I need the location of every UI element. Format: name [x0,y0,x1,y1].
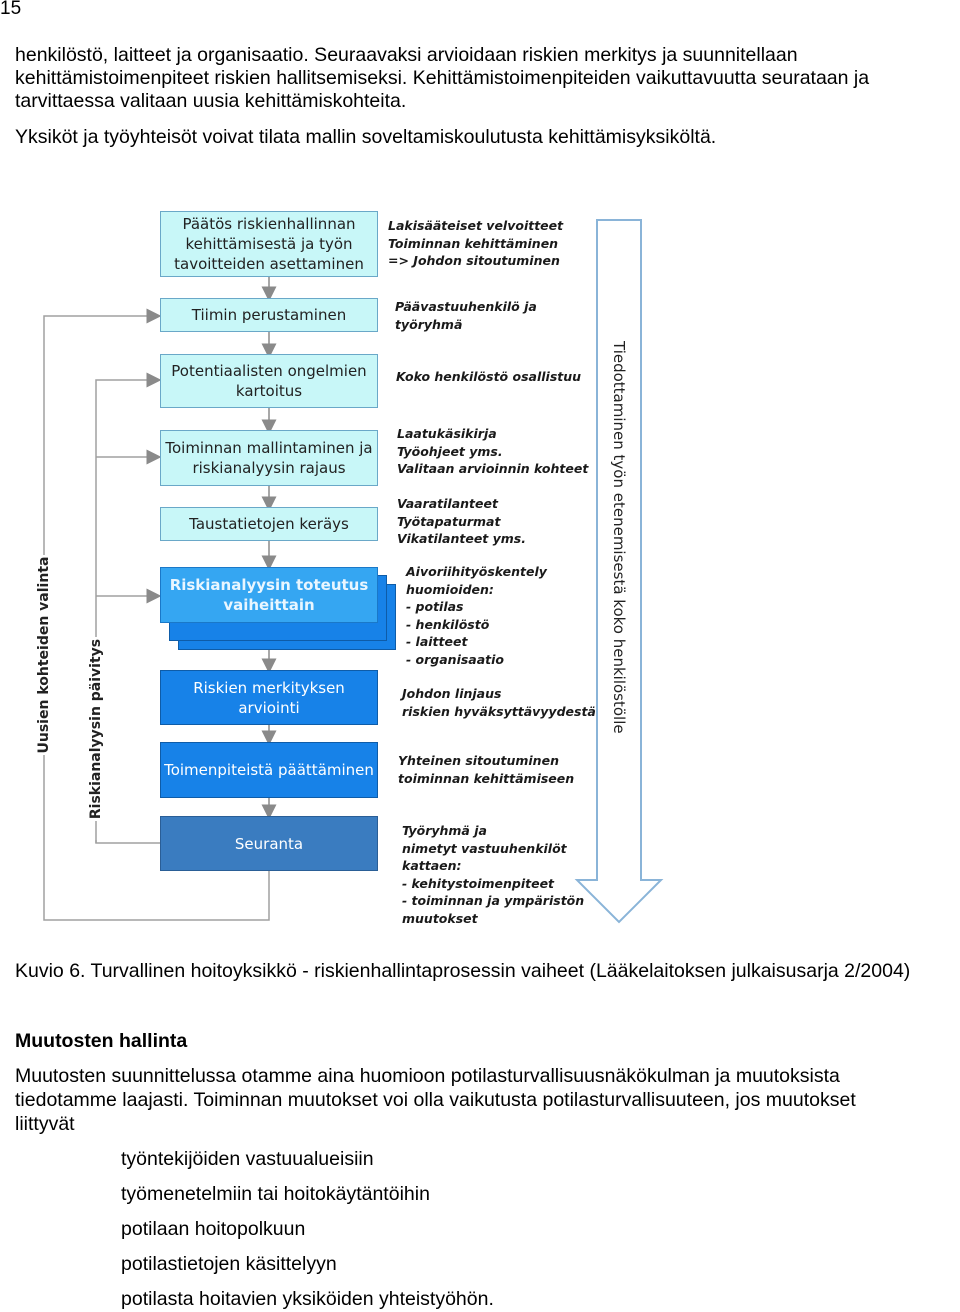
section-line-2: tiedotamme laajasti. Toiminnan muutokset voi olla vaikutusta potilasturvallisuuteen, jos muutokset [15,1089,856,1111]
step-follow-up: Seuranta [160,816,378,871]
step-decision-line-3: tavoitteiden asettaminen [174,255,364,273]
label-new-targets: Uusien kohteiden valinta [36,556,52,754]
step-analysis-line-2: vaiheittain [223,596,315,614]
intro-line-3: tarvittaessa valitaan uusia kehittämiskohteita. [15,90,407,112]
intro-line-1: henkilöstö, laitteet ja organisaatio. Seuraavaksi arvioidaan riskien merkitys ja suunnitellaan [15,44,798,66]
step-analysis-line-1: Riskianalyysin toteutus [169,576,369,594]
list-item: potilasta hoitavien yksiköiden yhteistyöhön. [121,1288,494,1310]
note-all-staff: Koko henkilöstö osallistuu [396,369,582,384]
note-management: Johdon linjaus riskien hyväksyttävyydestä [402,686,596,719]
step-decisions: Toimenpiteistä päättäminen [160,742,378,798]
step-problems [160,354,378,408]
step-assessment: Riskien merkityksen arviointi [160,670,378,725]
note-obligations: Lakisääteiset velvoitteet Toiminnan kehittäminen => Johdon sitoutuminen [388,218,564,268]
step-modelling-line-1: Toiminnan mallintaminen ja [165,439,373,457]
note-incidents: Vaaratilanteet Työtapaturmat Vikatilanteet yms. [397,496,526,546]
section-line-1: Muutosten suunnittelussa otamme aina huomioon potilasturvallisuusnäkökulman ja muutoksista [15,1065,840,1087]
note-working-group: Työryhmä ja nimetyt vastuuhenkilöt kattaen: - kehitystoimenpiteet - toiminnan ja ympäristön muutokset [402,823,585,926]
list-item: potilaan hoitopolkuun [121,1218,306,1240]
section-line-3: liittyvät [15,1113,75,1135]
note-responsible: Päävastuuhenkilö ja työryhmä [395,299,537,332]
step-modelling-line-2: riskianalyysin rajaus [192,459,346,477]
list-item: työmenetelmiin tai hoitokäytäntöihin [121,1183,430,1205]
step-decision-line-1: Päätös riskienhallinnan [182,215,356,233]
step-background: Taustatietojen keräys [160,507,378,541]
figure-caption: Kuvio 6. Turvallinen hoitoyksikkö - riskienhallintaprosessin vaiheet (Lääkelaitoksen julkaisusarja 2/2004) [15,960,911,982]
label-analysis-update: Riskianalyysin päivitys [88,638,104,820]
note-brainstorming: Aivoriihityöskentely huomioiden: - potilas - henkilöstö - laitteet - organisaatio [406,564,547,667]
step-problems-line-1: Potentiaalisten ongelmien [171,362,367,380]
step-decision-line-2: kehittämisestä ja työn [185,235,353,253]
note-quality-manual: Laatukäsikirja Työohjeet yms. Valitaan arvioinnin kohteet [397,426,589,476]
label-communication: Tiedottaminen työn etenemisestä koko henkilöstölle [610,341,628,734]
intro-second-paragraph: Yksiköt ja työyhteisöt voivat tilata mallin soveltamiskoulutusta kehittämisyksiköltä. [15,126,717,148]
section-heading: Muutosten hallinta [15,1030,188,1052]
step-decision [160,211,378,277]
step-analysis [160,567,378,623]
note-commitment: Yhteinen sitoutuminen toiminnan kehittämiseen [398,753,575,786]
step-team: Tiimin perustaminen [160,298,378,332]
step-problems-line-2: kartoitus [235,382,303,400]
step-modelling [160,430,378,486]
list-item: työntekijöiden vastuualueisiin [121,1148,374,1170]
list-item: potilastietojen käsittelyyn [121,1253,337,1275]
page-number: 15 [0,0,22,19]
intro-line-2: kehittämistoimenpiteet riskien hallitsemiseksi. Kehittämistoimenpiteiden vaikuttavuutta seurataan ja [15,67,870,89]
